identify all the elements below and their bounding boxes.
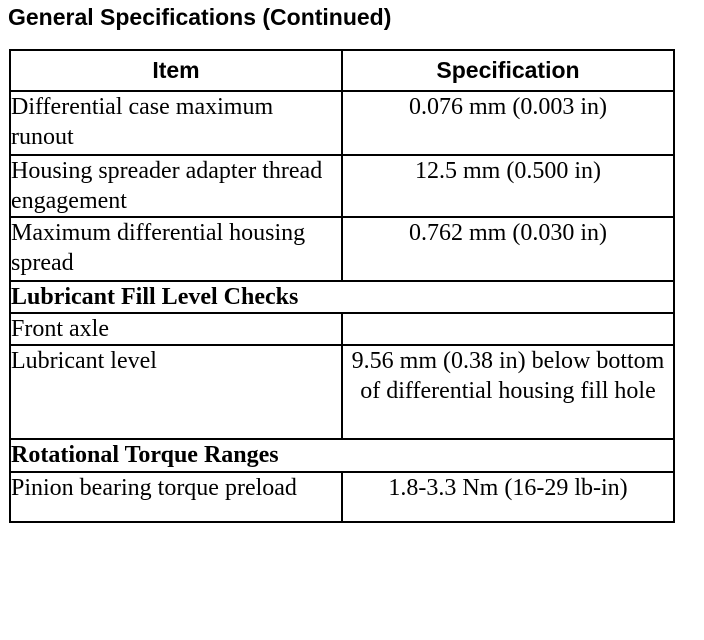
table-row <box>10 91 674 155</box>
specification-cell: 12.5 mm (0.500 in) <box>342 155 674 217</box>
specification-cell: 9.56 mm (0.38 in) below bottom of differential housing fill hole <box>342 345 674 439</box>
table-row <box>10 345 674 439</box>
table-row <box>10 472 674 522</box>
section-heading: Lubricant Fill Level Checks <box>10 281 674 313</box>
section-heading: Rotational Torque Ranges <box>10 439 674 472</box>
page-title: General Specifications (Continued) <box>8 4 392 30</box>
table-row <box>10 217 674 281</box>
specification-cell: 0.762 mm (0.030 in) <box>342 217 674 281</box>
column-header-item: Item <box>10 50 342 91</box>
item-cell: Housing spreader adapter thread engagement <box>10 155 342 217</box>
item-cell: Maximum differential housing spread <box>10 217 342 281</box>
table-row <box>10 313 674 345</box>
table-row <box>10 155 674 217</box>
section-row <box>10 281 674 313</box>
specification-cell <box>342 313 674 345</box>
specification-cell: 0.076 mm (0.003 in) <box>342 91 674 155</box>
specification-cell: 1.8-3.3 Nm (16-29 lb-in) <box>342 472 674 522</box>
specifications-table <box>9 49 675 523</box>
table-header-row <box>10 50 674 91</box>
section-row <box>10 439 674 472</box>
item-cell: Front axle <box>10 313 342 345</box>
item-cell: Pinion bearing torque preload <box>10 472 342 522</box>
item-cell: Lubricant level <box>10 345 342 439</box>
item-cell: Differential case maximum runout <box>10 91 342 155</box>
column-header-specification: Specification <box>342 50 674 91</box>
